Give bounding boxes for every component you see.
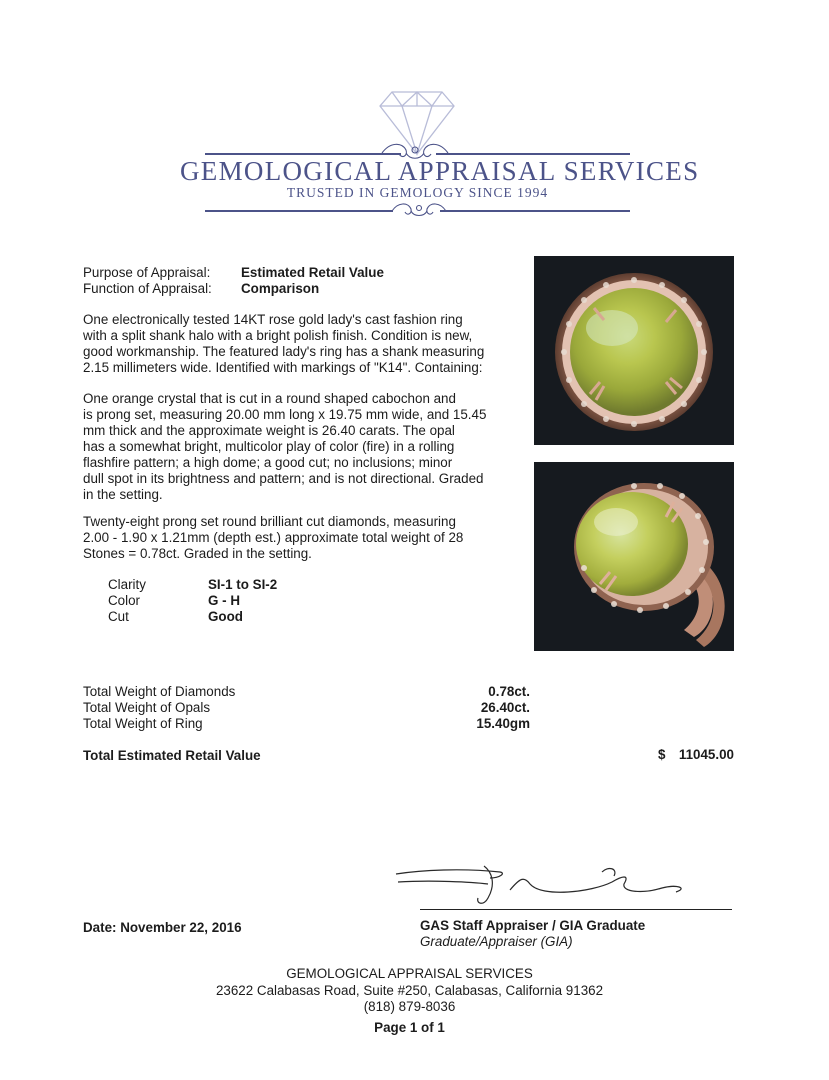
footer-phone: (818) 879-8036 (363, 999, 456, 1014)
weight-value: 15.40gm (476, 716, 530, 731)
purpose-value: Estimated Retail Value (241, 265, 384, 280)
clarity-value: SI-1 to SI-2 (208, 577, 278, 592)
purpose-label: Purpose of Appraisal: (83, 265, 211, 280)
total-currency: $ (658, 747, 666, 762)
appraiser-title: GAS Staff Appraiser / GIA Graduate (420, 918, 646, 933)
color-value: G - H (208, 593, 240, 608)
opal-description: One orange crystal that is cut in a round shaped cabochon and is prong set, measuring 20.00 mm long x 19.75 mm wide, and 15.45 mm thick and the approximate weight is 26.40 carats. The opal has a somewhat bright, multicolor play of color (fire) in a rolling flashfire pattern; a high dome; a good cut; no inclusions; minor dull spot in its brightness and pattern; and is not directional. Graded in the setting. (83, 391, 487, 502)
total-value-label: Total Estimated Retail Value (83, 748, 261, 763)
diamond-description: Twenty-eight prong set round brilliant cut diamonds, measuring 2.00 - 1.90 x 1.21mm (depth est.) approximate total weight of 28 Stones = 0.78ct. Graded in the setting. (83, 514, 464, 561)
footer-company: GEMOLOGICAL APPRAISAL SERVICES (286, 966, 533, 981)
company-logo (0, 0, 829, 230)
weight-label: Total Weight of Ring (83, 716, 203, 731)
page-number: Page 1 of 1 (374, 1020, 445, 1035)
weight-label: Total Weight of Opals (83, 700, 211, 715)
cut-value: Good (208, 609, 243, 624)
ring-photo-top (534, 256, 734, 445)
function-value: Comparison (241, 281, 320, 296)
signature-line (420, 909, 732, 910)
function-label: Function of Appraisal: (83, 281, 212, 296)
company-tagline: TRUSTED IN GEMOLOGY SINCE 1994 (286, 185, 549, 200)
company-name: GEMOLOGICAL APPRAISAL SERVICES (180, 156, 700, 186)
ring-description: One electronically tested 14KT rose gold lady's cast fashion ring with a split shank halo with a bright polish finish. Condition is new, good workmanship. The featured lady's ring has a shank measuring 2.15 millimeters wide. Identified with markings of "K14". Containing: (83, 312, 485, 375)
clarity-label: Clarity (108, 577, 146, 592)
total-amount: 11045.00 (678, 747, 734, 762)
color-label: Color (108, 593, 140, 608)
scroll-ornament-icon (390, 200, 448, 222)
weight-label: Total Weight of Diamonds (83, 684, 236, 699)
appraiser-subtitle: Graduate/Appraiser (GIA) (420, 934, 573, 949)
cut-label: Cut (108, 609, 129, 624)
weight-value: 0.78ct. (488, 684, 530, 699)
appraisal-date: Date: November 22, 2016 (83, 920, 242, 935)
ring-photo-side (534, 462, 734, 651)
signature-icon (392, 862, 692, 910)
weight-value: 26.40ct. (480, 700, 530, 715)
footer-address: 23622 Calabasas Road, Suite #250, Calabasas, California 91362 (215, 983, 604, 998)
